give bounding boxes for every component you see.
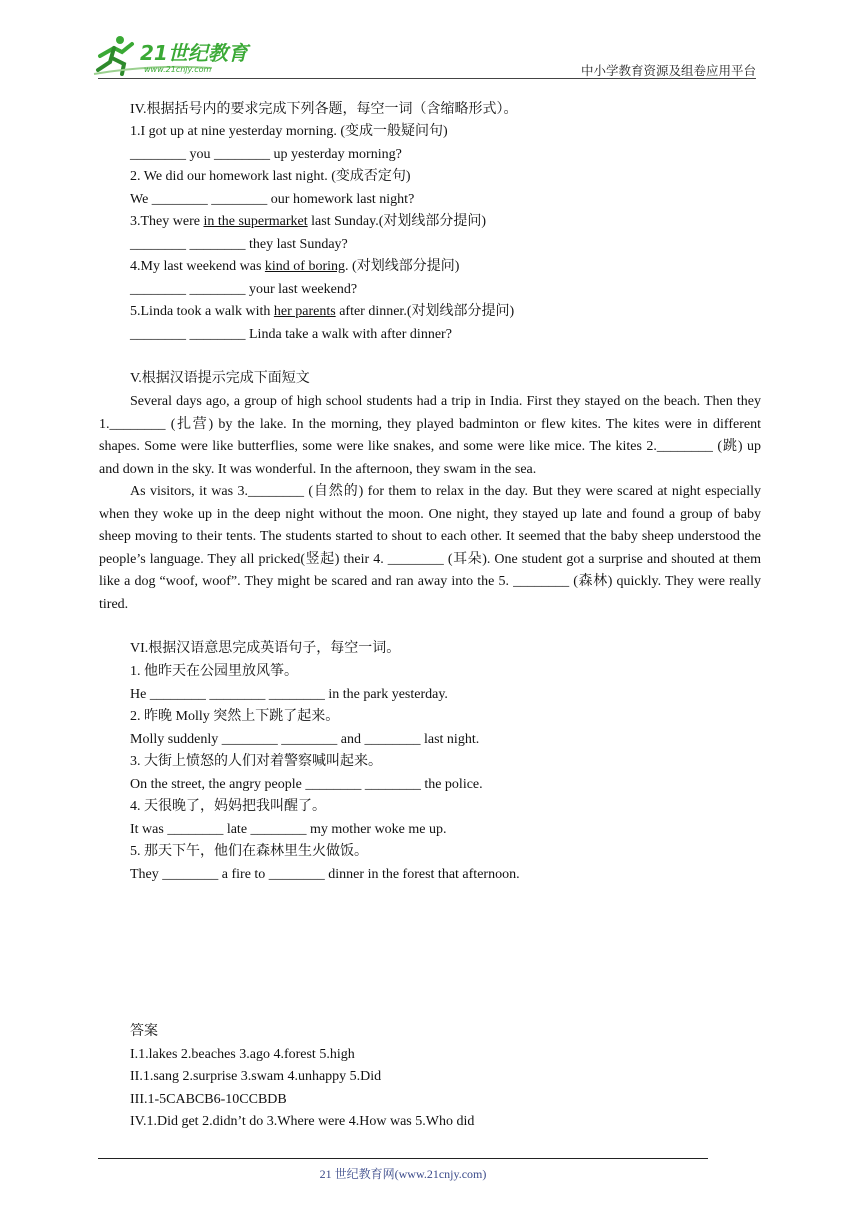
section-iv-a3: ________ ________ they last Sunday? [130,237,348,252]
section-vi-c4: 4. 天很晚了，妈妈把我叫醒了。 [130,799,326,814]
section-vi-e3: On the street, the angry people ________ ________ the police. [130,777,483,792]
section-vi-c1: 1. 他昨天在公园里放风筝。 [130,664,298,679]
logo-text: 21世纪教育 [140,41,248,65]
logo-url: www.21cnjy.com [144,65,212,74]
logo [92,34,262,76]
section-iv-a1: ________ you ________ up yesterday morning? [130,147,402,162]
header-platform-text: 中小学教育资源及组卷应用平台 [580,63,756,78]
section-iv-q5 [130,302,514,322]
page-header [0,0,860,80]
answers-line-2: II.1.sang 2.surprise 3.swam 4.unhappy 5.Did [130,1069,382,1084]
section-vi-c3: 3. 大街上愤怒的人们对着警察喊叫起来。 [130,754,382,769]
q4-underlined: kind of boring [264,259,346,274]
q4-prefix: 4.My last weekend was [130,259,265,274]
q4-suffix: . (对划线部分提问) [345,259,460,274]
header-divider [98,78,756,79]
section-vi-c5: 5. 那天下午，他们在森林里生火做饭。 [130,844,368,859]
answers-line-4: IV.1.Did get 2.didn’t do 3.Where were 4.How was 5.Who did [130,1114,475,1129]
section-iv-a5: ________ ________ Linda take a walk with after dinner? [130,327,452,342]
section-vi-c2: 2. 昨晚 Molly 突然上下跳了起来。 [130,709,340,724]
section-v-title: V.根据汉语提示完成下面短文 [130,371,310,386]
section-iv-q4 [130,257,459,277]
q3-prefix: 3.They were [130,214,204,229]
section-vi-e5: They ________ a fire to ________ dinner in the forest that afternoon. [130,867,520,882]
section-iv-q3 [130,212,486,232]
section-iv-a2: We ________ ________ our homework last night? [130,192,415,207]
section-vi-title: VI.根据汉语意思完成英语句子，每空一词。 [130,641,401,656]
q3-suffix: last Sunday.(对划线部分提问) [307,214,487,229]
footer-text: 21 世纪教育网(www.21cnjy.com) [319,1167,487,1181]
section-iv-title: IV.根据括号内的要求完成下列各题，每空一词（含缩略形式）。 [130,102,518,117]
q3-underlined: in the supermarket [203,214,308,229]
answers-line-3: III.1-5CABCB6-10CCBDB [130,1092,287,1107]
section-vi-e4: It was ________ late ________ my mother woke me up. [130,822,447,837]
q5-suffix: after dinner.(对划线部分提问) [335,304,515,319]
answers-line-1: I.1.lakes 2.beaches 3.ago 4.forest 5.high [130,1047,355,1062]
section-vi-e2: Molly suddenly ________ ________ and ________ last night. [130,732,480,747]
q5-underlined: her parents [273,304,336,319]
footer-divider [98,1158,708,1159]
section-iv-q1: 1.I got up at nine yesterday morning. (变成一般疑问句) [130,124,448,139]
q5-prefix: 5.Linda took a walk with [130,304,274,319]
section-v-paragraph-2: As visitors, it was 3.________ (自然的) for them to relax in the day. But they were scared at night especially when they woke up in the deep night without the moon. One night, they stayed up late and found a group of baby sheep moving to their tents. The students started to shout to each other. It seemed that the baby sheep understood the people’s language. They all pricked(竖起) their 4. ________ (耳朵). One student got a surprise and shouted at them like a dog “woof, woof”. They might be scared and ran away into the 5. ________ (森林) quickly. They were really tired. [99,484,761,612]
section-iv-a4: ________ ________ your last weekend? [130,282,358,297]
answers-title: 答案 [130,1024,158,1039]
section-v-paragraph-1: Several days ago, a group of high school students had a trip in India. First they stayed on the beach. Then they 1.________ (扎营) by the lake. In the morning, they played badminton or flew kites. The kites were in different shapes. Some were like butterflies, some were like snakes, and some were like mice. The kites 2.________ (跳) up and down in the sky. It was wonderful. In the afternoon, they swam in the sea. [99,394,761,477]
section-vi-e1: He ________ ________ ________ in the park yesterday. [130,687,448,702]
section-iv-q2: 2. We did our homework last night. (变成否定句) [130,169,411,184]
